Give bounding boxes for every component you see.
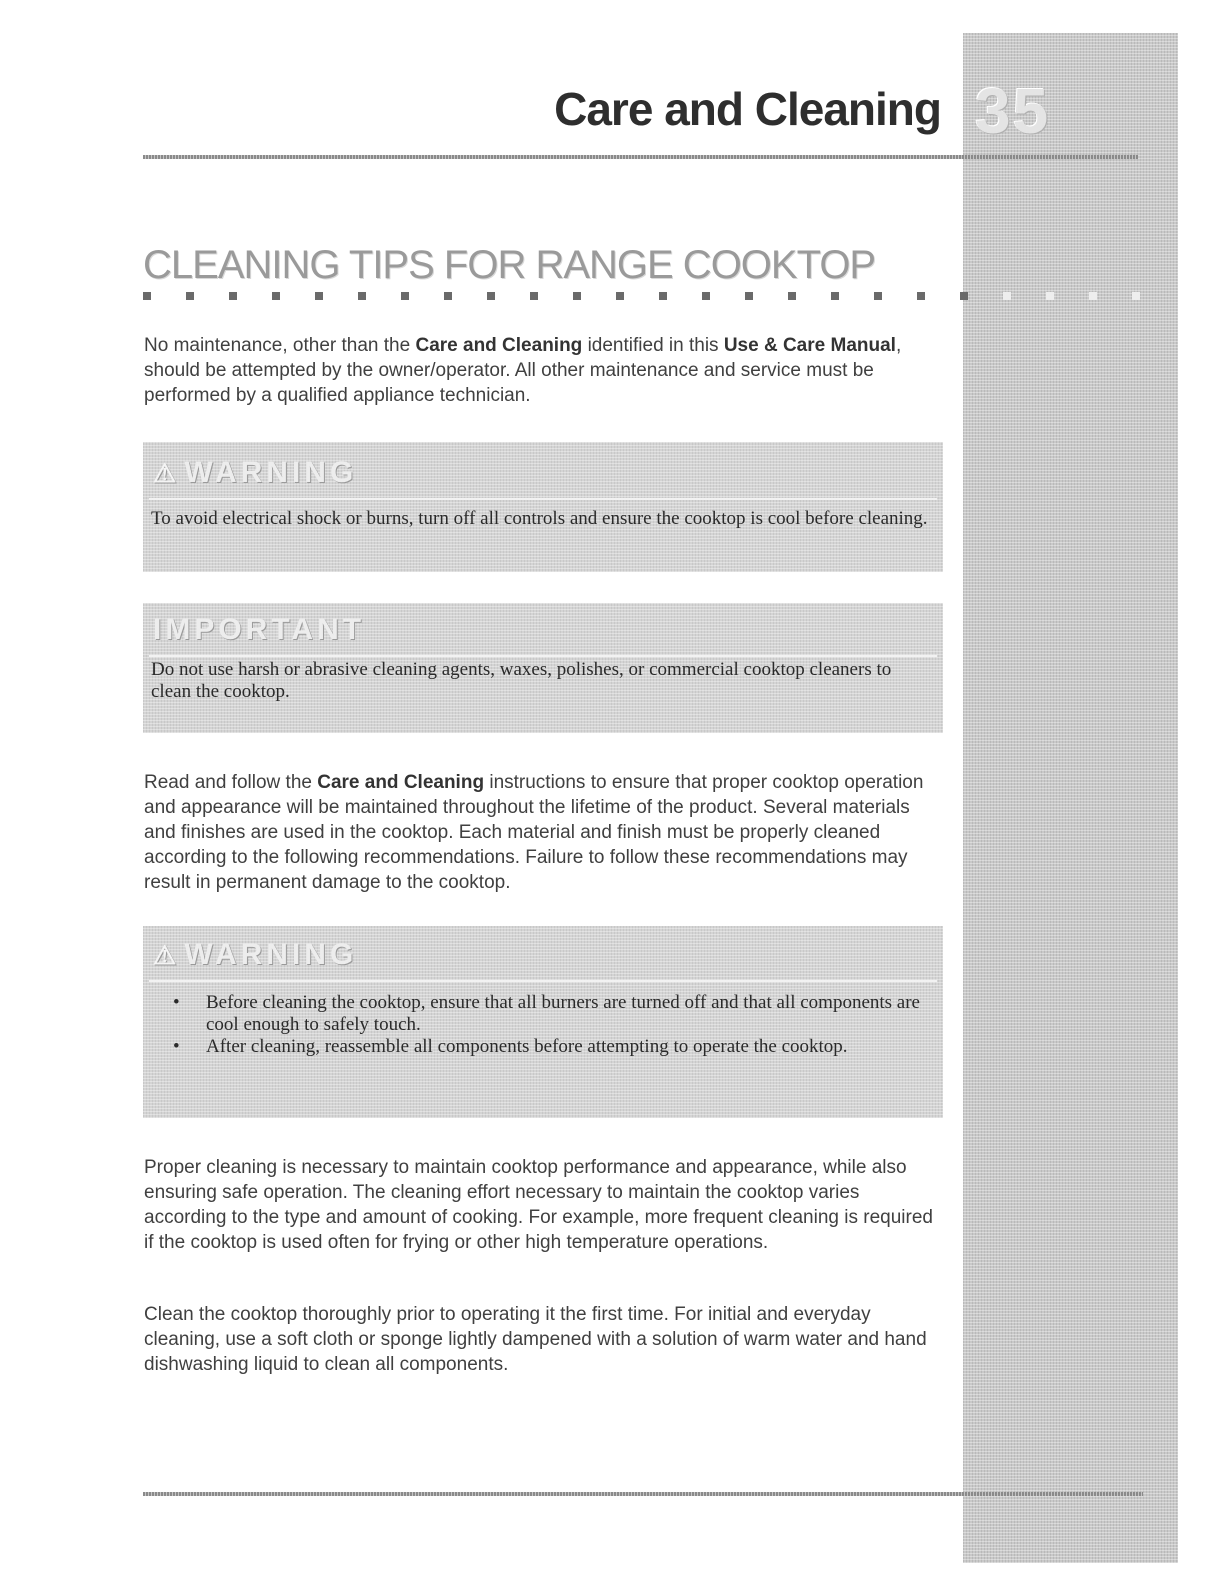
warning-divider: [149, 498, 937, 500]
important-box: [143, 603, 943, 733]
header-rule: [143, 155, 1138, 159]
list-item: • After cleaning, reassemble all components before attempting to operate the cooktop.: [173, 1036, 848, 1057]
divider-square: [573, 292, 581, 300]
heading-dot-divider: [143, 292, 1143, 301]
divider-square: [1046, 292, 1054, 300]
warning-box-2: [143, 926, 943, 1118]
initial-cleaning-paragraph: Clean the cooktop thoroughly prior to operating it the first time. For initial and everyday cleaning, use a soft cloth or sponge lightly dampened with a solution of warm water and hand dishwashing liquid to clean all components.: [144, 1304, 927, 1375]
warning-title: ⚠ WARNING: [153, 938, 358, 971]
divider-square: [702, 292, 710, 300]
care-instructions-paragraph: Read and follow the Care and Cleaning instructions to ensure that proper cooktop operation and appearance will be maintained throughout the lifetime of the product. Several materials and finishes are used in the cooktop. Each material and finish must be properly cleaned according to the following recommendations. Failure to follow these recommendations may result in permanent damage to the cooktop.: [144, 772, 924, 893]
bullet: •: [173, 1036, 180, 1057]
section-heading: CLEANING TIPS FOR RANGE COOKTOP: [143, 243, 876, 287]
divider-square: [1003, 292, 1011, 300]
divider-square: [616, 292, 624, 300]
divider-square: [831, 292, 839, 300]
side-band: [963, 33, 1178, 1563]
divider-square: [874, 292, 882, 300]
intro-paragraph: No maintenance, other than the Care and Cleaning identified in this Use & Care Manual, should be attempted by the owner/operator. All other maintenance and service must be performed by a qualified appliance technician.: [144, 335, 902, 406]
important-divider: [149, 655, 937, 657]
page-title: Care and Cleaning: [554, 83, 941, 135]
divider-square: [745, 292, 753, 300]
footer-rule: [143, 1492, 1143, 1496]
warning-triangle-icon: ⚠: [153, 940, 181, 970]
cleaning-effort-paragraph: Proper cleaning is necessary to maintain cooktop performance and appearance, while also ensuring safe operation. The cleaning effort necessary to maintain the cooktop varies according to the type and amount of cooking. For example, more frequent cleaning is required if the cooktop is used often for frying or other high temperature operations.: [144, 1157, 933, 1253]
divider-square: [788, 292, 796, 300]
divider-square: [315, 292, 323, 300]
divider-square: [917, 292, 925, 300]
warning-box-1: [143, 442, 943, 572]
divider-square: [186, 292, 194, 300]
divider-square: [272, 292, 280, 300]
page-number: 35: [975, 75, 1051, 147]
divider-square: [960, 292, 968, 300]
important-title: IMPORTANT: [153, 613, 366, 646]
warning-triangle-icon: ⚠: [153, 458, 181, 488]
list-item: • Before cleaning the cooktop, ensure that all burners are turned off and that all components are cool enough to safely touch.: [173, 992, 920, 1035]
warning-list: [151, 992, 933, 1058]
warning-title: ⚠ WARNING: [153, 456, 358, 489]
divider-square: [530, 292, 538, 300]
divider-square: [444, 292, 452, 300]
divider-square: [487, 292, 495, 300]
bullet: •: [173, 992, 180, 1013]
warning-divider: [149, 980, 937, 982]
important-text: Do not use harsh or abrasive cleaning agents, waxes, polishes, or commercial cooktop cleaners to clean the cooktop.: [151, 659, 892, 702]
warning-text: To avoid electrical shock or burns, turn off all controls and ensure the cooktop is cool before cleaning.: [151, 508, 928, 529]
divider-square: [229, 292, 237, 300]
divider-square: [358, 292, 366, 300]
divider-square: [401, 292, 409, 300]
divider-square: [143, 292, 151, 300]
divider-square: [1089, 292, 1097, 300]
divider-square: [1132, 292, 1140, 300]
divider-square: [659, 292, 667, 300]
